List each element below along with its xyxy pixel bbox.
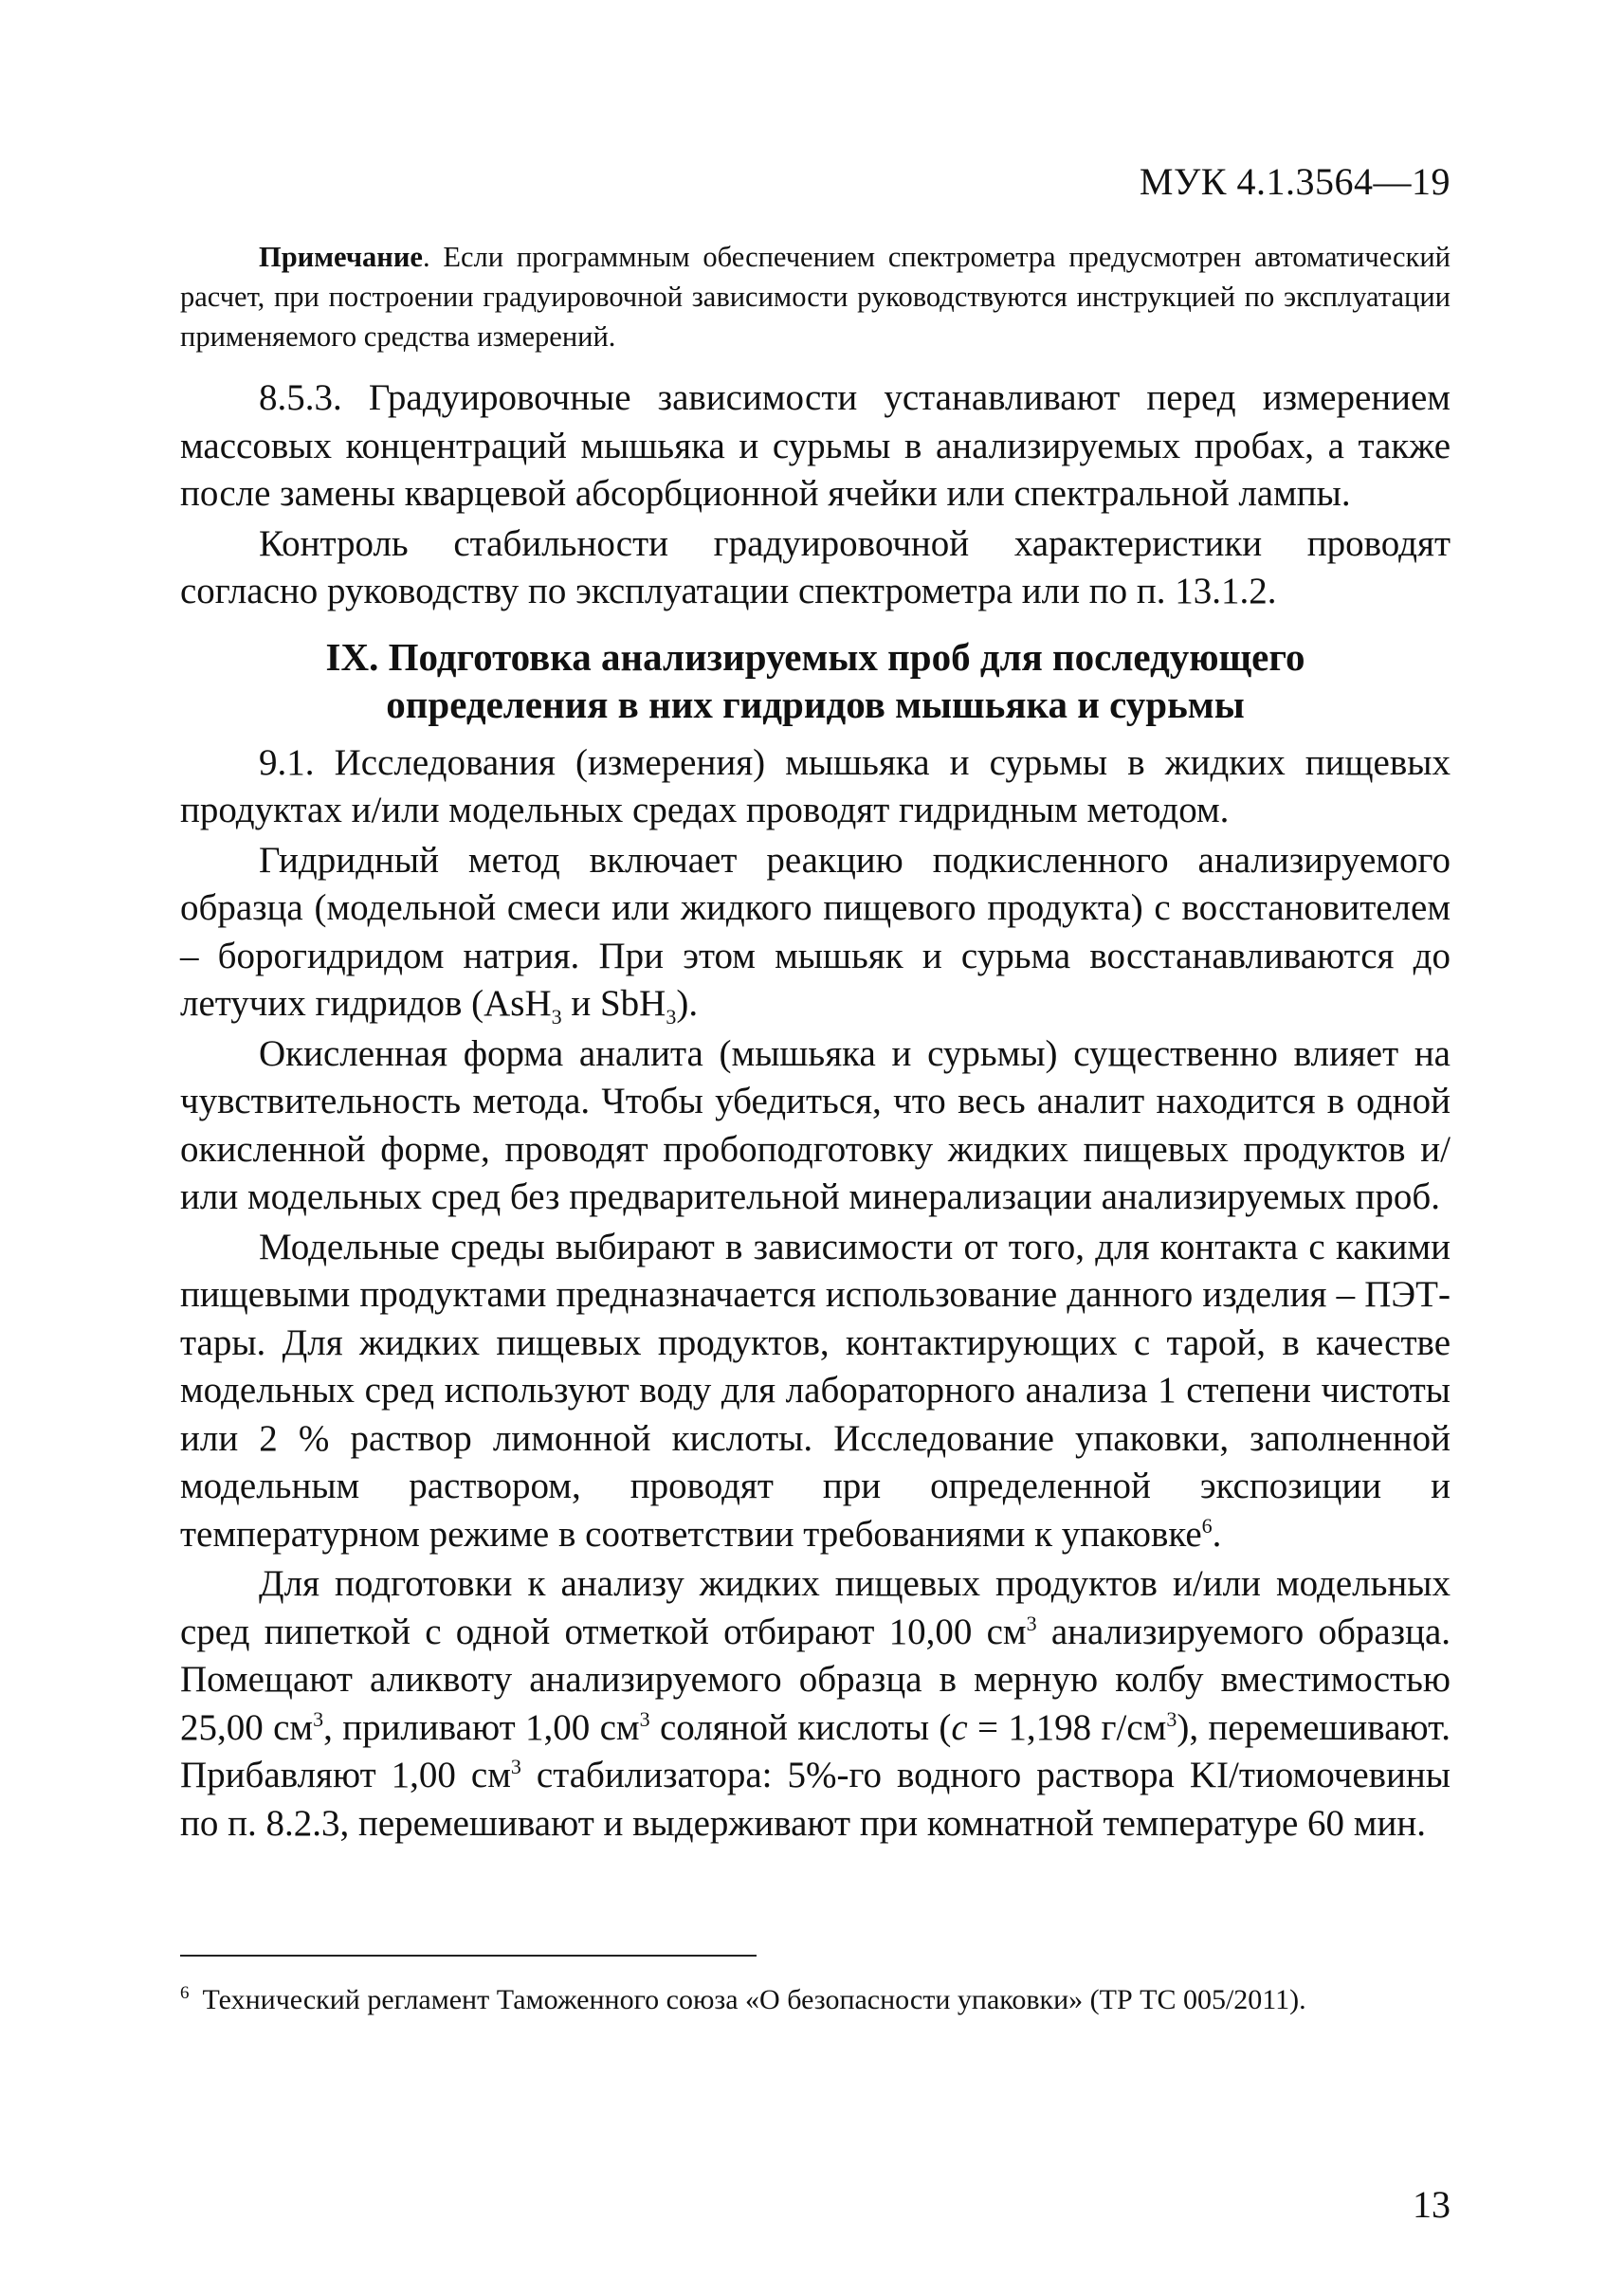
footnote-mark: 6 [180, 1983, 190, 2003]
footnote-text: Технический регламент Таможенного союза «О безопасности упаковки» (ТР ТС 005/2011). [202, 1984, 1306, 2015]
paragraph-9-1: 9.1. Исследования (измерения) мышьяка и сурьмы в жидких пищевых продуктах и/или модельных средах проводят гидридным методом. [180, 741, 1451, 830]
prep-text-2: анализируемого образца. Помещают аликвоту анализируемого образца в мерную колбу вместимостью 25,00 см [180, 1611, 1451, 1748]
subscript-3: 3 [551, 1004, 562, 1029]
note-label: Примечание [259, 241, 423, 273]
body-text [180, 374, 1451, 1849]
footnote-divider [180, 1955, 757, 1957]
prep-text-7: стабилизатора: 5%-го водного раствора KI/тиомочевины по п. 8.2.3, перемешивают и выдерживают при комнатной температуре 60 мин. [180, 1755, 1451, 1844]
prep-text-1: Для подготовки к анализу жидких пищевых продуктов и/или модельных сред пипеткой с одной отметкой отбирают 10,00 см [180, 1563, 1451, 1652]
prep-variable-c: с [951, 1706, 968, 1748]
superscript-3: 3 [639, 1706, 650, 1731]
hydride-text-b: и SbH [561, 983, 666, 1024]
model-text-b: . [1212, 1513, 1222, 1555]
superscript-3: 3 [1026, 1611, 1037, 1635]
superscript-3: 3 [313, 1706, 324, 1731]
section-title-line-2: определения в них гидридов мышьяка и сурьмы [386, 682, 1245, 726]
paragraph-8-5-3: 8.5.3. Градуировочные зависимости устанавливают перед измерением массовых концентраций мышьяка и сурьмы в анализируемых пробах, а также после замены кварцевой абсорбционной ячейки или спектральной лампы. [180, 377, 1451, 514]
note-paragraph [180, 237, 1451, 356]
hydride-text-c: ). [676, 983, 699, 1024]
model-text-a: Модельные среды выбирают в зависимости от того, для контакта с какими пищевыми продуктами предназначается использование данного изделия – ПЭТ-тары. Для жидких пищевых продуктов, контактирующих с тарой, в качестве модельных сред используют воду для лабораторного анализа 1 степени чистоты или 2 % раствор лимонной кислоты. Исследование упаковки, заполненной модельным раствором, проводят при определенной экспозиции и температурном режиме в соответствии требованиями к упаковке [180, 1226, 1451, 1555]
prep-text-4: соляной кислоты ( [649, 1706, 952, 1748]
section-title [180, 633, 1451, 728]
paragraph-model-media [180, 1224, 1451, 1559]
prep-text-5: = 1,198 г/см [967, 1706, 1167, 1748]
document-page [180, 0, 1451, 2295]
paragraph-oxidized-form: Окисленная форма аналита (мышьяка и сурьмы) существенно влияет на чувствительность метода. Чтобы убедиться, что весь аналит находится в одной окисленной форме, проводят пробоподготовку жидких пищевых продуктов и/или модельных сред без предварительной минерализации анализируемых проб. [180, 1032, 1451, 1217]
section-title-line-1: IX. Подготовка анализируемых проб для последующего [325, 634, 1305, 679]
paragraph-control: Контроль стабильности градуировочной характеристики проводят согласно руководству по эксплуатации спектрометра или по п. 13.1.2. [180, 522, 1451, 611]
paragraph-sample-prep [180, 1560, 1451, 1848]
superscript-3: 3 [510, 1755, 521, 1778]
subscript-3: 3 [666, 1004, 677, 1029]
superscript-3: 3 [1166, 1706, 1177, 1731]
paragraph-hydride-method [180, 837, 1451, 1029]
footnote [180, 1981, 1451, 2019]
note-text: . Если программным обеспечением спектрометра предусмотрен автоматический расчет, при построении градуировочной зависимости руководствуются инструкцией по эксплуатации применяемого средства измерений. [180, 241, 1451, 353]
prep-text-3: , приливают 1,00 см [323, 1706, 640, 1748]
document-code-header: МУК 4.1.3564—19 [1139, 160, 1451, 203]
footnote-reference: 6 [1201, 1513, 1213, 1538]
hydride-text-a: Гидридный метод включает реакцию подкисленного анализируемого образца (модельной смеси или жидкого пищевого продукта) с восстановителем – борогидридом натрия. При этом мышьяк и сурьма восстанавливаются до летучих гидридов (AsH [180, 839, 1451, 1024]
prep-text-6: ), перемешивают. Прибавляют 1,00 см [180, 1706, 1451, 1795]
page-number: 13 [1413, 2183, 1451, 2226]
